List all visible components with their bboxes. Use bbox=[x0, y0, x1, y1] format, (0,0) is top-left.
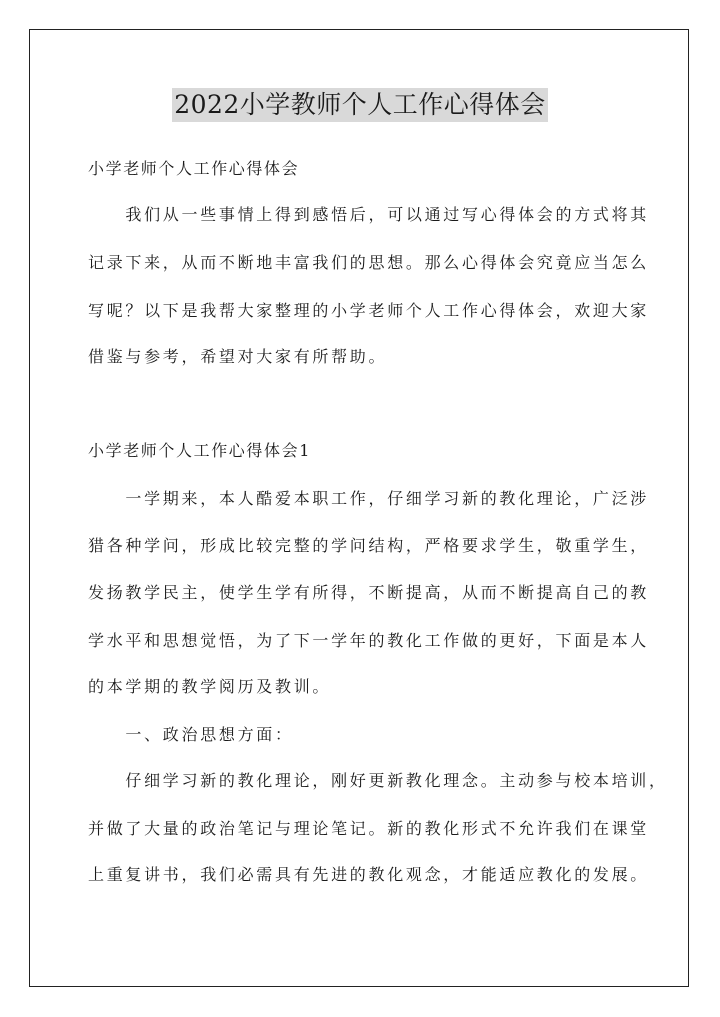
part-heading: 一、政治思想方面： bbox=[88, 725, 294, 744]
intro-line: 记录下来，从而不断地丰富我们的思想。那么心得体会究竟应当怎么 bbox=[88, 253, 650, 272]
section-line: 猎各种学问，形成比较完整的学问结构，严格要求学生，敬重学生， bbox=[88, 536, 650, 555]
section-line: 的本学期的教学阅历及教训。 bbox=[88, 677, 332, 696]
part-line: 并做了大量的政治笔记与理论笔记。新的教化形式不允许我们在课堂 bbox=[88, 819, 650, 838]
intro-line: 我们从一些事情上得到感悟后，可以通过写心得体会的方式将其 bbox=[88, 205, 650, 224]
section-line: 学水平和思想觉悟，为了下一学年的教化工作做的更好，下面是本人 bbox=[88, 631, 650, 650]
document-title: 2022小学教师个人工作心得体会 bbox=[172, 88, 548, 122]
section-line: 一学期来，本人酷爱本职工作，仔细学习新的教化理论，广泛涉 bbox=[88, 489, 650, 508]
intro-line: 借鉴与参考，希望对大家有所帮助。 bbox=[88, 347, 388, 366]
title-container bbox=[0, 88, 720, 122]
section-line: 发扬教学民主，使学生学有所得，不断提高，从而不断提高自己的教 bbox=[88, 583, 650, 602]
part-line: 上重复讲书，我们必需具有先进的教化观念，才能适应教化的发展。 bbox=[88, 865, 650, 884]
document-subtitle: 小学老师个人工作心得体会 bbox=[88, 159, 300, 178]
intro-line: 写呢？以下是我帮大家整理的小学老师个人工作心得体会，欢迎大家 bbox=[88, 301, 650, 320]
part-line: 仔细学习新的教化理论，刚好更新教化理念。主动参与校本培训， bbox=[88, 771, 668, 790]
section-heading: 小学老师个人工作心得体会1 bbox=[88, 441, 311, 460]
